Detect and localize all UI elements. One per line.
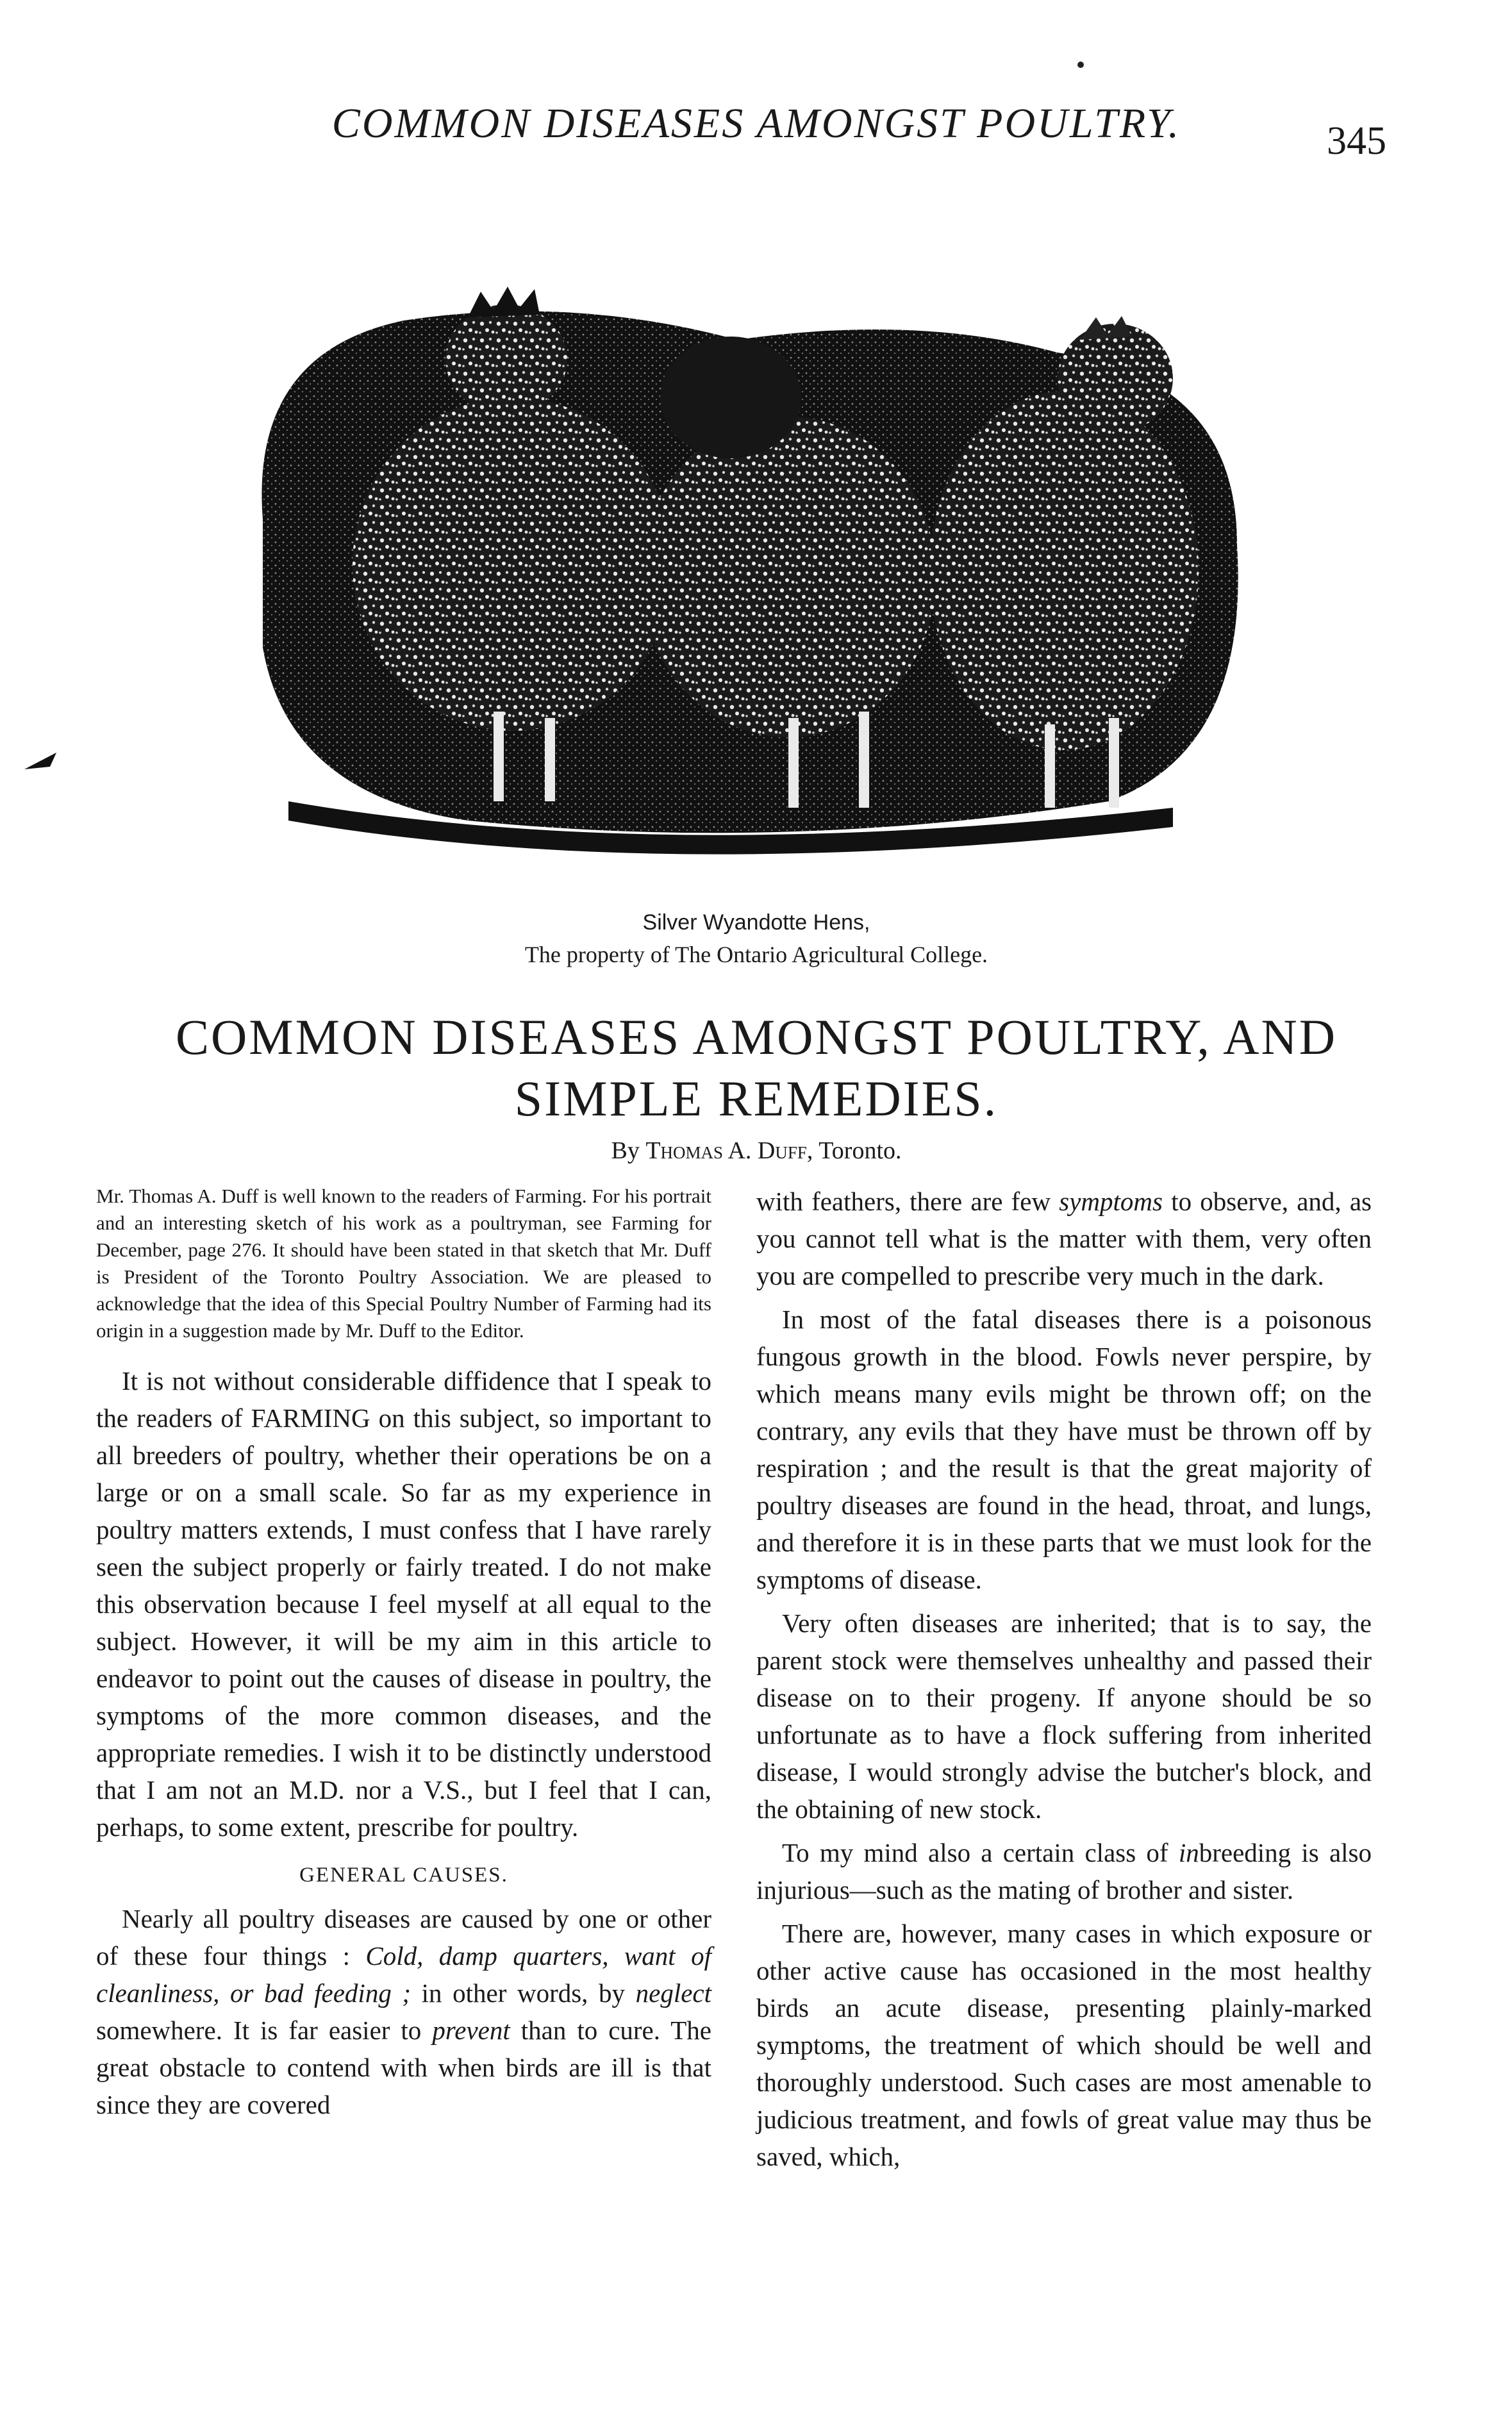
figure-caption-credit: The property of The Ontario Agricultural College.	[524, 942, 988, 967]
text-span: with feathers, there are few	[756, 1187, 1051, 1216]
italic-text: symptoms	[1059, 1187, 1163, 1216]
figure-caption-title: Silver Wyandotte Hens,	[642, 910, 870, 935]
intro-paragraph: It is not without considerable diffidence that I speak to the readers of FARMING on this subject, so important to all breeders of poultry, whether their operations be on a large or on a small scale. So far as my experience in poultry matters extends, I must confess that I have rarely seen the subject properly or fairly treated. I do not make this observation because I feel myself at all equal to the subject. However, it will be my aim in this article to endeavor to point out the causes of disease in poultry, the symptoms of the more common diseases, and the appropriate remedies. I wish it to be distinctly understood that I am not an M.D. nor a V.S., but I feel that I can, perhaps, to some extent, prescribe for poultry.	[96, 1366, 711, 1842]
italic-text: prevent	[432, 2015, 510, 2045]
byline	[308, 1137, 1205, 1165]
text-span: breeding is also injurious—such as the mating of brother and sister.	[756, 1838, 1372, 1905]
page-number: 345	[1327, 119, 1386, 163]
inherited-paragraph: Very often diseases are inherited; that is to say, the parent stock were themselves unhealthy and passed their disease on to their progeny. If anyone should be so unfortunate as to have a flock suffering from inherited disease, I would strongly advise the butcher's block, and the obtaining of new stock.	[756, 1608, 1372, 1824]
text-span: To my mind also a certain class of	[782, 1838, 1168, 1867]
running-head: COMMON DISEASES AMONGST POULTRY.	[331, 100, 1181, 147]
article-title	[128, 1006, 1384, 1130]
text-span: than to cure. The great obstacle to contend with when birds are ill is that since they are covered	[96, 2015, 712, 2119]
ink-speck-mark	[1077, 61, 1084, 69]
symptoms-paragraph	[756, 1183, 1372, 1294]
margin-arrow-mark	[24, 750, 58, 776]
exposure-paragraph: There are, however, many cases in which exposure or other active cause has occasioned in the most healthy birds an acute disease, presenting plainly-marked symptoms, the treatment of which should be well and thoroughly understood. Such cases are most amenable to judicious treatment, and fowls of great value may thus be saved, which,	[756, 1919, 1372, 2171]
hens-engraving-illustration	[212, 186, 1314, 878]
right-column	[756, 1183, 1372, 2175]
text-span: in other words, by	[421, 1978, 626, 2008]
byline-place: Toronto.	[818, 1137, 902, 1164]
section-heading: GENERAL CAUSES.	[299, 1864, 508, 1887]
italic-text: Cold, damp quarters, want of cleanliness, or bad feeding ;	[96, 1941, 711, 2008]
editor-note: Mr. Thomas A. Duff is well known to the readers of Farming. For his portrait and an interesting sketch of his work as a poultryman, see Farming for December, page 276. It should have been stated in that sketch that Mr. Duff is President of the Toronto Poultry Association. We are pleased to acknowledge that the idea of this Special Poultry Number of Farming had its origin in a suggestion made by Mr. Duff to the Editor.	[96, 1185, 711, 1342]
text-span: somewhere. It is far easier to	[96, 2015, 422, 2045]
left-column	[96, 1183, 711, 2123]
text-span: Nearly all poultry diseases are caused by one or other of these four things :	[96, 1904, 711, 1971]
italic-text: neglect	[635, 1978, 712, 2008]
inbreeding-paragraph	[756, 1834, 1372, 1908]
article-title-line1: COMMON DISEASES AMONGST POULTRY, AND	[175, 1009, 1338, 1065]
byline-author: Thomas A. Duff,	[645, 1137, 813, 1164]
italic-text: in	[1178, 1838, 1199, 1867]
text-span: to observe, and, as you cannot tell what is the matter with them, very often you are compelled to prescribe very much in the dark.	[756, 1187, 1372, 1290]
article-title-line2: SIMPLE REMEDIES.	[514, 1071, 999, 1126]
fatal-diseases-paragraph: In most of the fatal diseases there is a poisonous fungous growth in the blood. Fowls never perspire, by which means many evils might be thrown off; on the contrary, any evils that they have must be thrown off by respiration ; and the result is that the great majority of poultry diseases are found in the head, throat, and lungs, and therefore it is in these parts that we must look for the symptoms of disease.	[756, 1305, 1372, 1594]
general-causes-paragraph	[96, 1900, 711, 2123]
byline-prefix: By	[611, 1137, 640, 1164]
